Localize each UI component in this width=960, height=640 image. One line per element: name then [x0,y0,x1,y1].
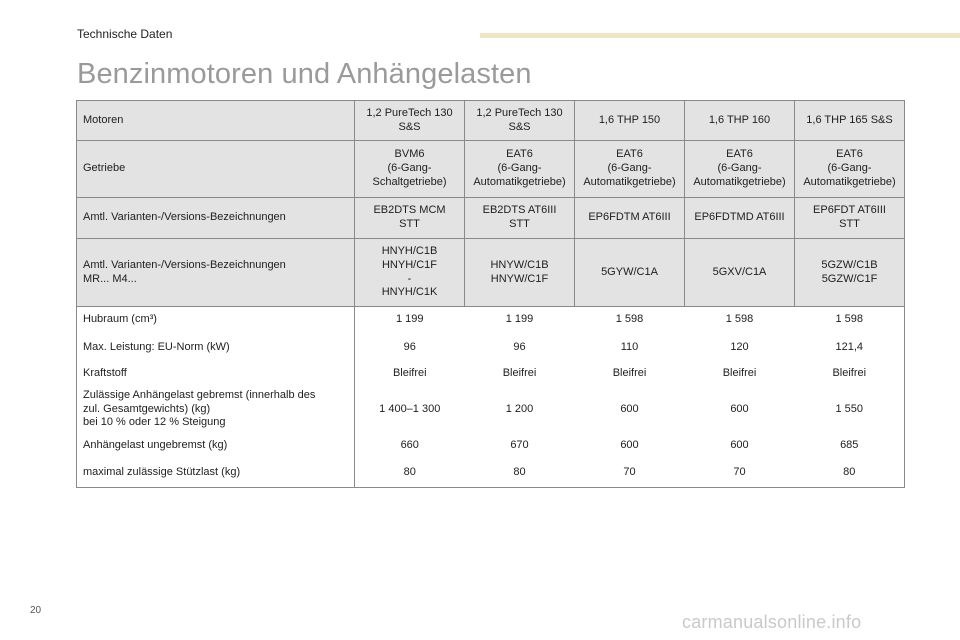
table-cell: 600 [685,387,795,433]
row-label: Motoren [77,101,355,141]
table-cell: EP6FDT AT6III STT [795,198,905,239]
table-cell: BVM6 (6-Gang- Schaltgetriebe) [355,141,465,198]
table-cell: Bleifrei [575,362,685,387]
table-cell: 80 [355,460,465,488]
section-header: Technische Daten [77,27,173,41]
row-label: Getriebe [77,141,355,198]
table-row-hubraum [77,307,905,334]
table-cell: 1,6 THP 150 [575,101,685,141]
table-cell: EP6FDTMD AT6III [685,198,795,239]
table-cell: 110 [575,334,685,362]
table-cell: HNYH/C1B HNYH/C1F - HNYH/C1K [355,239,465,307]
table-cell: 660 [355,433,465,460]
table-cell: 1 400–1 300 [355,387,465,433]
table-cell: 5GYW/C1A [575,239,685,307]
table-cell: Bleifrei [685,362,795,387]
spec-table [76,100,905,488]
table-cell: 1 199 [355,307,465,334]
table-cell: EAT6 (6-Gang- Automatikgetriebe) [795,141,905,198]
page-number: 20 [30,605,42,616]
table-cell: 1 598 [795,307,905,334]
table-cell: 80 [795,460,905,488]
table-row-getriebe [77,141,905,198]
table-cell: 70 [685,460,795,488]
table-cell: EAT6 (6-Gang- Automatikgetriebe) [685,141,795,198]
table-cell: 5GZW/C1B 5GZW/C1F [795,239,905,307]
row-label: maximal zulässige Stützlast (kg) [77,460,355,488]
table-cell: 1 200 [465,387,575,433]
row-label: Zulässige Anhängelast gebremst (innerhalb des zul. Gesamtgewichts) (kg) bei 10 % oder 12 % Steigung [77,387,355,433]
table-cell: 600 [685,433,795,460]
table-cell: 121,4 [795,334,905,362]
table-cell: 600 [575,433,685,460]
table-cell: 1 598 [685,307,795,334]
row-label: Hubraum (cm³) [77,307,355,334]
table-cell: 1 550 [795,387,905,433]
table-cell: 1,2 PureTech 130 S&S [355,101,465,141]
row-label: Anhängelast ungebremst (kg) [77,433,355,460]
row-label: Amtl. Varianten-/Versions-Bezeichnungen [77,198,355,239]
table-cell: 80 [465,460,575,488]
watermark: carmanualsonline.info [682,612,862,632]
table-row-varianten-mr [77,239,905,307]
table-cell: EAT6 (6-Gang- Automatikgetriebe) [465,141,575,198]
table-cell: 1,6 THP 165 S&S [795,101,905,141]
table-cell: 96 [465,334,575,362]
page-title: Benzinmotoren und Anhängelasten [77,58,532,90]
table-cell: HNYW/C1B HNYW/C1F [465,239,575,307]
table-cell: 96 [355,334,465,362]
table-row-anhaengelast-gebremst [77,387,905,433]
table-cell: 120 [685,334,795,362]
table-row-varianten [77,198,905,239]
table-row-leistung [77,334,905,362]
table-cell: EAT6 (6-Gang- Automatikgetriebe) [575,141,685,198]
table-row-motoren [77,101,905,141]
table-cell: 1 199 [465,307,575,334]
table-cell: 600 [575,387,685,433]
table-row-kraftstoff [77,362,905,387]
table-cell: 1,2 PureTech 130 S&S [465,101,575,141]
table-cell: EP6FDTM AT6III [575,198,685,239]
header-accent-bar [480,33,960,38]
row-label: Kraftstoff [77,362,355,387]
row-label: Amtl. Varianten-/Versions-Bezeichnungen MR... M4... [77,239,355,307]
table-cell: Bleifrei [795,362,905,387]
table-cell: 1,6 THP 160 [685,101,795,141]
row-label: Max. Leistung: EU-Norm (kW) [77,334,355,362]
table-row-anhaengelast-ungebremst [77,433,905,460]
table-cell: 1 598 [575,307,685,334]
table-cell: Bleifrei [355,362,465,387]
table-cell: EB2DTS AT6III STT [465,198,575,239]
table-cell: EB2DTS MCM STT [355,198,465,239]
table-cell: 670 [465,433,575,460]
table-cell: Bleifrei [465,362,575,387]
table-cell: 685 [795,433,905,460]
table-cell: 5GXV/C1A [685,239,795,307]
table-row-stuetzlast [77,460,905,488]
table-cell: 70 [575,460,685,488]
